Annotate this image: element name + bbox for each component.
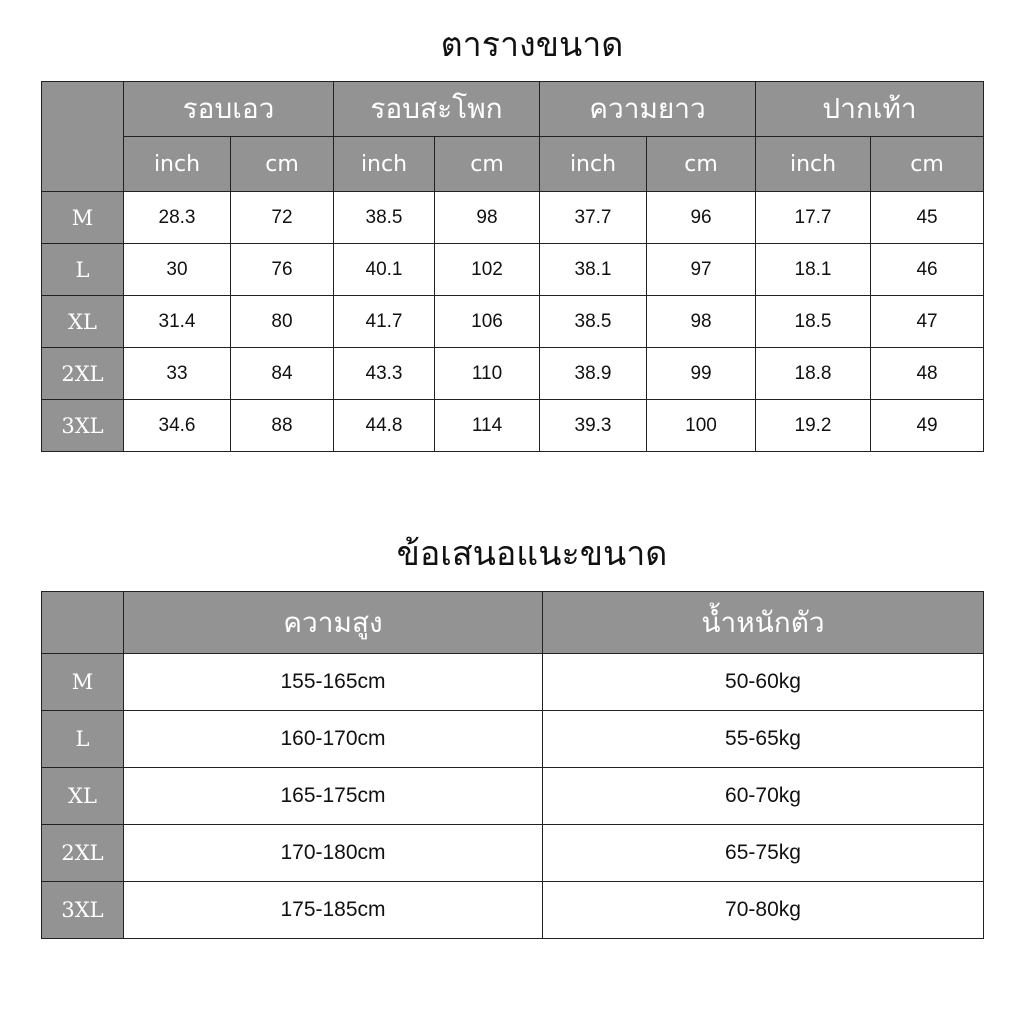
measurement-cell: 84 — [231, 348, 334, 400]
size-chart-row — [42, 244, 984, 296]
size-label: 3XL — [42, 400, 124, 452]
size-label: 2XL — [42, 825, 124, 882]
measurement-cell: 44.8 — [334, 400, 435, 452]
measurement-cell: 17.7 — [756, 192, 871, 244]
size-chart-row — [42, 400, 984, 452]
measurement-cell: 99 — [647, 348, 756, 400]
measurement-cell: 80 — [231, 296, 334, 348]
weight-range-cell: 65-75kg — [543, 825, 984, 882]
measurement-cell: 38.1 — [540, 244, 647, 296]
size-label: 2XL — [42, 348, 124, 400]
unit-header-hip-inch: inch — [334, 137, 435, 192]
measurement-cell: 31.4 — [124, 296, 231, 348]
measurement-cell: 106 — [435, 296, 540, 348]
height-range-cell: 170-180cm — [124, 825, 543, 882]
weight-range-cell: 70-80kg — [543, 882, 984, 939]
column-header-height: ความสูง — [124, 592, 543, 654]
measurement-cell: 96 — [647, 192, 756, 244]
weight-range-cell: 60-70kg — [543, 768, 984, 825]
measurement-cell: 45 — [871, 192, 984, 244]
unit-header-waist-cm: cm — [231, 137, 334, 192]
measurement-cell: 88 — [231, 400, 334, 452]
measurement-cell: 38.5 — [334, 192, 435, 244]
measurement-cell: 72 — [231, 192, 334, 244]
column-header-weight: น้ำหนักตัว — [543, 592, 984, 654]
measurement-cell: 40.1 — [334, 244, 435, 296]
size-label: M — [42, 654, 124, 711]
measurement-cell: 30 — [124, 244, 231, 296]
measurement-cell: 38.5 — [540, 296, 647, 348]
measurement-cell: 114 — [435, 400, 540, 452]
measurement-cell: 102 — [435, 244, 540, 296]
recommendation-row — [42, 768, 984, 825]
measurement-cell: 98 — [435, 192, 540, 244]
size-chart-row — [42, 192, 984, 244]
measurement-cell: 39.3 — [540, 400, 647, 452]
weight-range-cell: 50-60kg — [543, 654, 984, 711]
size-chart-row — [42, 296, 984, 348]
size-label: 3XL — [42, 882, 124, 939]
measurement-cell: 98 — [647, 296, 756, 348]
measurement-cell: 49 — [871, 400, 984, 452]
height-range-cell: 155-165cm — [124, 654, 543, 711]
measurement-cell: 18.1 — [756, 244, 871, 296]
size-chart-header-row — [42, 82, 984, 137]
measurement-cell: 97 — [647, 244, 756, 296]
measurement-cell: 19.2 — [756, 400, 871, 452]
size-chart-unit-row — [42, 137, 984, 192]
recommendation-title: ข้อเสนอแนะขนาด — [396, 534, 668, 574]
measurement-cell: 18.8 — [756, 348, 871, 400]
recommendation-row — [42, 882, 984, 939]
measurement-cell: 37.7 — [540, 192, 647, 244]
size-chart-corner-cell — [42, 82, 124, 192]
size-chart-title: ตารางขนาด — [440, 25, 624, 65]
unit-header-length-inch: inch — [540, 137, 647, 192]
measurement-cell: 76 — [231, 244, 334, 296]
measurement-cell: 47 — [871, 296, 984, 348]
unit-header-length-cm: cm — [647, 137, 756, 192]
size-chart-row — [42, 348, 984, 400]
recommendation-table — [41, 591, 984, 939]
height-range-cell: 160-170cm — [124, 711, 543, 768]
measurement-cell: 100 — [647, 400, 756, 452]
unit-header-leg-opening-cm: cm — [871, 137, 984, 192]
unit-header-leg-opening-inch: inch — [756, 137, 871, 192]
measurement-cell: 46 — [871, 244, 984, 296]
measurement-cell: 43.3 — [334, 348, 435, 400]
column-header-waist: รอบเอว — [124, 82, 334, 137]
size-label: M — [42, 192, 124, 244]
size-label: L — [42, 244, 124, 296]
measurement-cell: 38.9 — [540, 348, 647, 400]
size-chart-table — [41, 81, 984, 452]
recommendation-row — [42, 654, 984, 711]
unit-header-hip-cm: cm — [435, 137, 540, 192]
column-header-leg-opening: ปากเท้า — [756, 82, 984, 137]
column-header-hip: รอบสะโพก — [334, 82, 540, 137]
height-range-cell: 165-175cm — [124, 768, 543, 825]
measurement-cell: 41.7 — [334, 296, 435, 348]
size-label: XL — [42, 768, 124, 825]
measurement-cell: 48 — [871, 348, 984, 400]
column-header-length: ความยาว — [540, 82, 756, 137]
recommendation-header-row — [42, 592, 984, 654]
measurement-cell: 18.5 — [756, 296, 871, 348]
recommendation-corner-cell — [42, 592, 124, 654]
weight-range-cell: 55-65kg — [543, 711, 984, 768]
measurement-cell: 33 — [124, 348, 231, 400]
size-label: L — [42, 711, 124, 768]
size-label: XL — [42, 296, 124, 348]
height-range-cell: 175-185cm — [124, 882, 543, 939]
measurement-cell: 110 — [435, 348, 540, 400]
measurement-cell: 34.6 — [124, 400, 231, 452]
unit-header-waist-inch: inch — [124, 137, 231, 192]
measurement-cell: 28.3 — [124, 192, 231, 244]
recommendation-row — [42, 825, 984, 882]
recommendation-row — [42, 711, 984, 768]
